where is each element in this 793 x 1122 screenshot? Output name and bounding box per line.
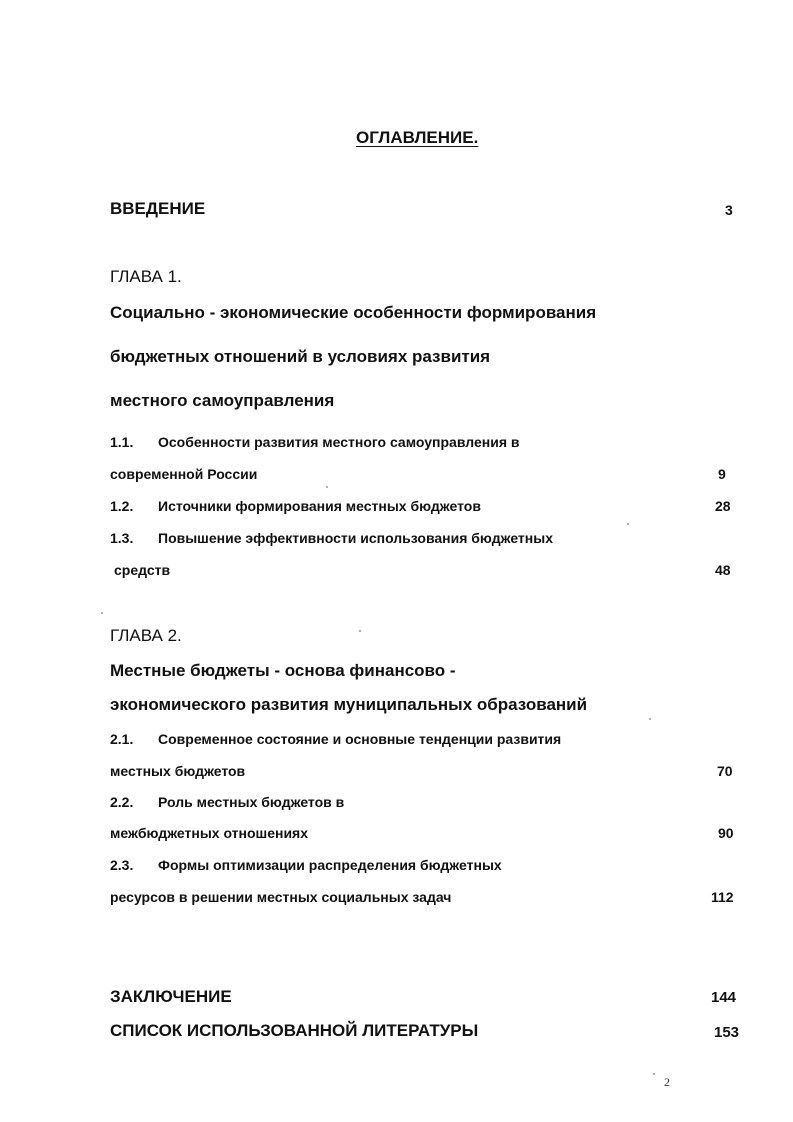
scan-speck <box>326 486 328 488</box>
section-title: Роль местных бюджетов в <box>158 794 345 810</box>
scan-speck <box>649 718 651 720</box>
section-number: 2.2. <box>110 794 134 810</box>
chapter1-title-line: местного самоуправления <box>110 391 335 410</box>
section-page: 28 <box>715 498 731 514</box>
section-title: Современное состояние и основные тенденции развития <box>158 731 562 747</box>
chapter1-heading: ГЛАВА 1. <box>110 267 182 286</box>
conclusion-page: 144 <box>711 989 737 1006</box>
references-page: 153 <box>714 1024 740 1041</box>
scan-speck <box>653 1073 655 1075</box>
chapter2-heading: ГЛАВА 2. <box>110 626 182 645</box>
references-label: СПИСОК ИСПОЛЬЗОВАННОЙ ЛИТЕРАТУРЫ <box>110 1021 479 1040</box>
section-title: Формы оптимизации распределения бюджетных <box>158 857 502 873</box>
section-page: 48 <box>715 562 731 578</box>
intro-label: ВВЕДЕНИЕ <box>110 199 206 218</box>
section-number: 2.1. <box>110 731 134 747</box>
section-title-cont: межбюджетных отношениях <box>110 825 309 841</box>
section-number: 1.2. <box>110 498 134 514</box>
scan-speck <box>359 630 361 632</box>
chapter2-title-line: экономического развития муниципальных образований <box>110 695 588 714</box>
section-number: 1.3. <box>110 530 134 546</box>
chapter1-title-line: бюджетных отношений в условиях развития <box>110 347 491 366</box>
section-title: Источники формирования местных бюджетов <box>158 498 481 514</box>
section-title-cont: местных бюджетов <box>110 763 246 779</box>
section-number: 2.3. <box>110 857 134 873</box>
section-page: 9 <box>718 466 726 482</box>
scan-speck <box>627 523 629 525</box>
section-title-cont: современной России <box>110 466 258 482</box>
conclusion-label: ЗАКЛЮЧЕНИЕ <box>110 987 232 1006</box>
section-title: Повышение эффективности использования бюджетных <box>158 530 553 546</box>
section-title-cont: средств <box>114 562 171 578</box>
section-page: 90 <box>718 825 734 841</box>
section-page: 112 <box>711 889 734 905</box>
section-number: 1.1. <box>110 434 134 450</box>
section-title-cont: ресурсов в решении местных социальных задач <box>110 889 452 905</box>
section-title: Особенности развития местного самоуправления в <box>158 434 520 450</box>
chapter1-title-line: Социально - экономические особенности формирования <box>110 303 597 322</box>
toc-title: ОГЛАВЛЕНИЕ. <box>356 128 479 147</box>
page-number: 2 <box>664 1075 670 1089</box>
intro-page: 3 <box>725 202 733 218</box>
chapter2-title-line: Местные бюджеты - основа финансово - <box>110 661 456 680</box>
scan-speck <box>101 612 103 614</box>
section-page: 70 <box>717 763 733 779</box>
